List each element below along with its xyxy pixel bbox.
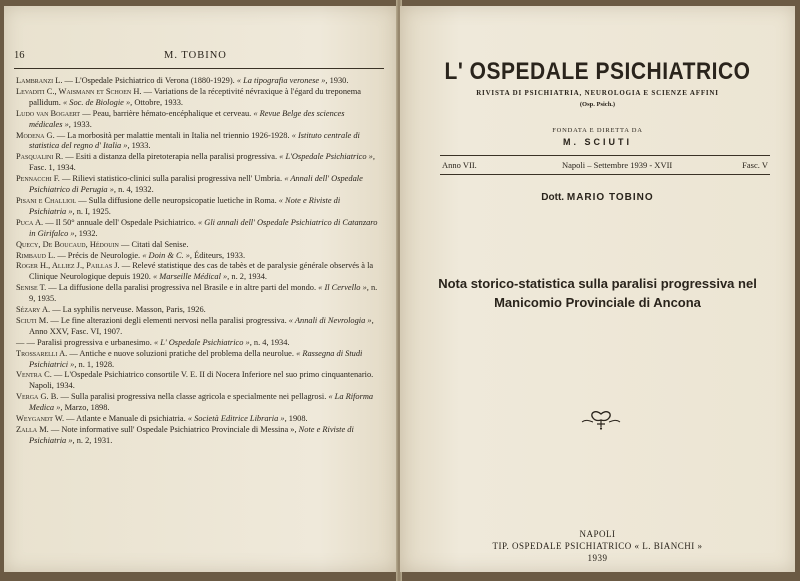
reference-text: — Rilievi statistico-clinici sulla paralisi progressiva nell' Umbria. (61, 174, 283, 184)
issue-line (440, 155, 770, 175)
reference-author: Quecy, De Boucaud, Hédouin (16, 239, 119, 249)
reference-entry (16, 76, 378, 87)
author-prefix: Dott. (541, 192, 565, 203)
reference-text: — Relevé statistique des cas de tabès et de paralysie générale observés à la Clinique Neurologique depuis 1920. (29, 261, 374, 282)
issue-fascicle: Fasc. V (742, 160, 768, 170)
article-title (400, 274, 795, 312)
reference-text: — Esiti a distanza della piretoterapia nella paralisi progressiva. (65, 152, 278, 162)
reference-text: — Peau, barrière hémato-encéphalique et cerveau. (82, 108, 252, 118)
reference-source: « La Riforma Medica », (29, 392, 374, 413)
fleuron-ornament-icon (578, 410, 624, 430)
reference-source: « Istituto centrale di statistica del regno d' Italia », (29, 130, 360, 151)
reference-author: Ventra C. (16, 370, 52, 380)
reference-text: — Variations de la réceptivité névraxique à l'égard du treponema pallidum. (29, 86, 361, 107)
reference-author: Puca A. (16, 217, 44, 227)
reference-entry (16, 392, 378, 414)
reference-text: — L'Ospedale Psichiatrico consortile V. E. II di Nocera Inferiore nel suo primo cinquantenario. Napoli, 1934. (29, 370, 374, 391)
article-author (400, 192, 795, 203)
reference-author: Ludo van Bogaert (16, 108, 81, 118)
reference-tail: Ottobre, 1933. (134, 97, 183, 107)
reference-source: « La tipografia veronese », (236, 76, 328, 85)
reference-text: — La diffusione della paralisi progressiva nel Brasile e in altre parti del mondo. (48, 283, 317, 293)
reference-text: Paralisi progressiva e urbanesimo. (36, 337, 152, 347)
reference-author: Modena G. (16, 130, 55, 140)
reference-text: — Sulla paralisi progressiva nella classe agricola e specialmente nei pellagrosi. (60, 392, 327, 402)
reference-author: Roger H., Alliez J., Paillas J. (16, 261, 120, 271)
reference-source: « L' Ospedale Psichiatrico », (153, 337, 252, 347)
article-title-line-1: Nota storico-statistica sulla paralisi progressiva nel (438, 276, 757, 291)
reference-entry (16, 131, 378, 153)
reference-tail: n. 4, 1932. (118, 185, 154, 195)
reference-entry (16, 316, 378, 338)
reference-entry (16, 425, 378, 447)
reference-source: « Marseille Médical », (152, 272, 230, 282)
reference-author: Trossarelli A. (16, 348, 68, 358)
reference-tail: Éditeurs, 1933. (194, 250, 246, 260)
reference-tail: n. 2, 1934. (231, 272, 267, 282)
reference-entry (16, 251, 378, 262)
reference-author: Rimbaud L. (16, 250, 56, 260)
reference-source: « Rassegna di Studi Psichiatrici », (29, 348, 363, 369)
reference-list (16, 76, 378, 447)
imprint-city: NAPOLI (579, 529, 616, 539)
reference-author: Weygandt W. (16, 414, 65, 424)
reference-tail: Anno XXV, Fasc. VI, 1907. (29, 326, 123, 336)
reference-source: « Revue Belge des sciences médicales », (29, 108, 345, 129)
reference-tail: 1933. (72, 119, 92, 129)
reference-entry (16, 414, 378, 425)
director-name: M. SCIUTI (563, 137, 632, 147)
header-rule (14, 68, 384, 69)
reference-source: « Soc. de Biologie », (62, 97, 133, 107)
founded-by-label: FONDATA E DIRETTA DA (552, 127, 643, 134)
reference-author: Pennacchi F. (16, 174, 60, 184)
reference-entry (16, 305, 378, 316)
reference-entry (16, 196, 378, 218)
imprint-press: TIP. OSPEDALE PSICHIATRICO « L. BIANCHI » (492, 541, 703, 551)
reference-entry (16, 261, 378, 283)
reference-author: Verga G. B. (16, 392, 59, 402)
reference-source: « Gli annali dell' Ospedale Psichiatrico di Catanzaro in Girifalco », (29, 217, 378, 238)
reference-entry (16, 218, 378, 240)
right-page (400, 6, 795, 572)
reference-entry (16, 338, 378, 349)
reference-source: « L'Ospedale Psichiatrico », (279, 152, 375, 162)
reference-author: — — (16, 337, 35, 347)
reference-tail: n. I, 1925. (76, 206, 111, 216)
imprint (400, 528, 795, 564)
left-page (4, 6, 398, 572)
journal-subtitle: RIVISTA DI PSICHIATRIA, NEUROLOGIA E SCIENZE AFFINI (476, 89, 719, 97)
journal-title: L' OSPEDALE PSICHIATRICO (444, 58, 751, 85)
reference-source: « Note e Riviste di Psichiatria », (29, 195, 341, 216)
reference-author: Sciuti M. (16, 315, 49, 325)
reference-tail: 1908. (288, 414, 308, 424)
reference-author: Zalla M. (16, 425, 49, 434)
page-number: 16 (14, 50, 25, 61)
running-head-author: M. TOBINO (164, 50, 227, 61)
reference-text: — Antiche e nuove soluzioni pratiche del problema della neurolue. (69, 348, 294, 358)
reference-author: Sézary A. (16, 305, 51, 315)
reference-text: — Précis de Neurologie. (57, 250, 141, 260)
reference-entry (16, 109, 378, 131)
reference-tail: Marzo, 1898. (64, 403, 110, 413)
reference-entry (16, 370, 378, 392)
reference-tail: n. 4, 1934. (253, 337, 290, 347)
reference-source: Note e Riviste di Psichiatria », (29, 425, 354, 445)
reference-tail: n. 9, 1935. (29, 283, 378, 304)
author-name: MARIO TOBINO (566, 192, 654, 203)
reference-source: « Società Editrice Libraria », (187, 414, 287, 424)
reference-entry (16, 283, 378, 305)
reference-author: Pasqualini R. (16, 152, 64, 162)
reference-tail: Fasc. 1, 1934. (29, 163, 76, 173)
reference-author: Lambranzi L. (16, 76, 63, 85)
reference-source: « Annali di Nevrologia », (288, 315, 374, 325)
reference-entry (16, 240, 378, 251)
reference-author: Senise T. (16, 283, 47, 293)
reference-source: « Il Cervello », (318, 283, 369, 293)
reference-text: — Sulla diffusione delle neuropsicopatie luetiche in Roma. (78, 195, 277, 205)
reference-text: — Atlante e Manuale di psichiatria. (66, 414, 186, 424)
reference-text: — Il 50° annuale dell' Ospedale Psichiatrico. (45, 217, 196, 227)
reference-tail: 1932. (78, 228, 98, 238)
reference-entry (16, 349, 378, 371)
reference-source: « Annali dell' Ospedale Psichiatrico di Perugia », (29, 174, 363, 195)
reference-tail: 1930. (329, 76, 349, 85)
issue-date: Napoli – Settembre 1939 - XVII (562, 160, 673, 170)
reference-entry (16, 152, 378, 174)
reference-text: — Le fine alterazioni degli elementi nervosi nella paralisi progressiva. (50, 315, 287, 325)
article-title-line-2: Manicomio Provinciale di Ancona (494, 295, 701, 310)
reference-text: — Note informative sull' Ospedale Psichiatrico Provinciale di Messina », (50, 425, 297, 434)
reference-text: — La syphilis nerveuse. Masson, Paris, 1926. (52, 305, 206, 315)
reference-tail: n. 1, 1928. (78, 359, 115, 369)
journal-abbreviation: (Osp. Psich.) (579, 101, 616, 108)
reference-entry (16, 174, 378, 196)
issue-year: Anno VII. (442, 160, 477, 170)
reference-text: — La morbosità per malattie mentali in Italia nel triennio 1926-1928. (56, 130, 290, 140)
reference-tail: n. 2, 1931. (76, 435, 113, 445)
reference-entry (16, 87, 378, 109)
imprint-year: 1939 (587, 553, 608, 563)
reference-author: Pisani e Challiol (16, 195, 77, 205)
reference-source: « Doin & C. », (142, 250, 193, 260)
reference-text: — Citati dal Senise. (120, 239, 189, 249)
reference-author: Levaditi C., Waismann et Schoen H. (16, 86, 142, 96)
reference-text: — L'Ospedale Psichiatrico di Verona (1880-1929). (64, 76, 235, 85)
reference-tail: 1933. (131, 141, 151, 151)
